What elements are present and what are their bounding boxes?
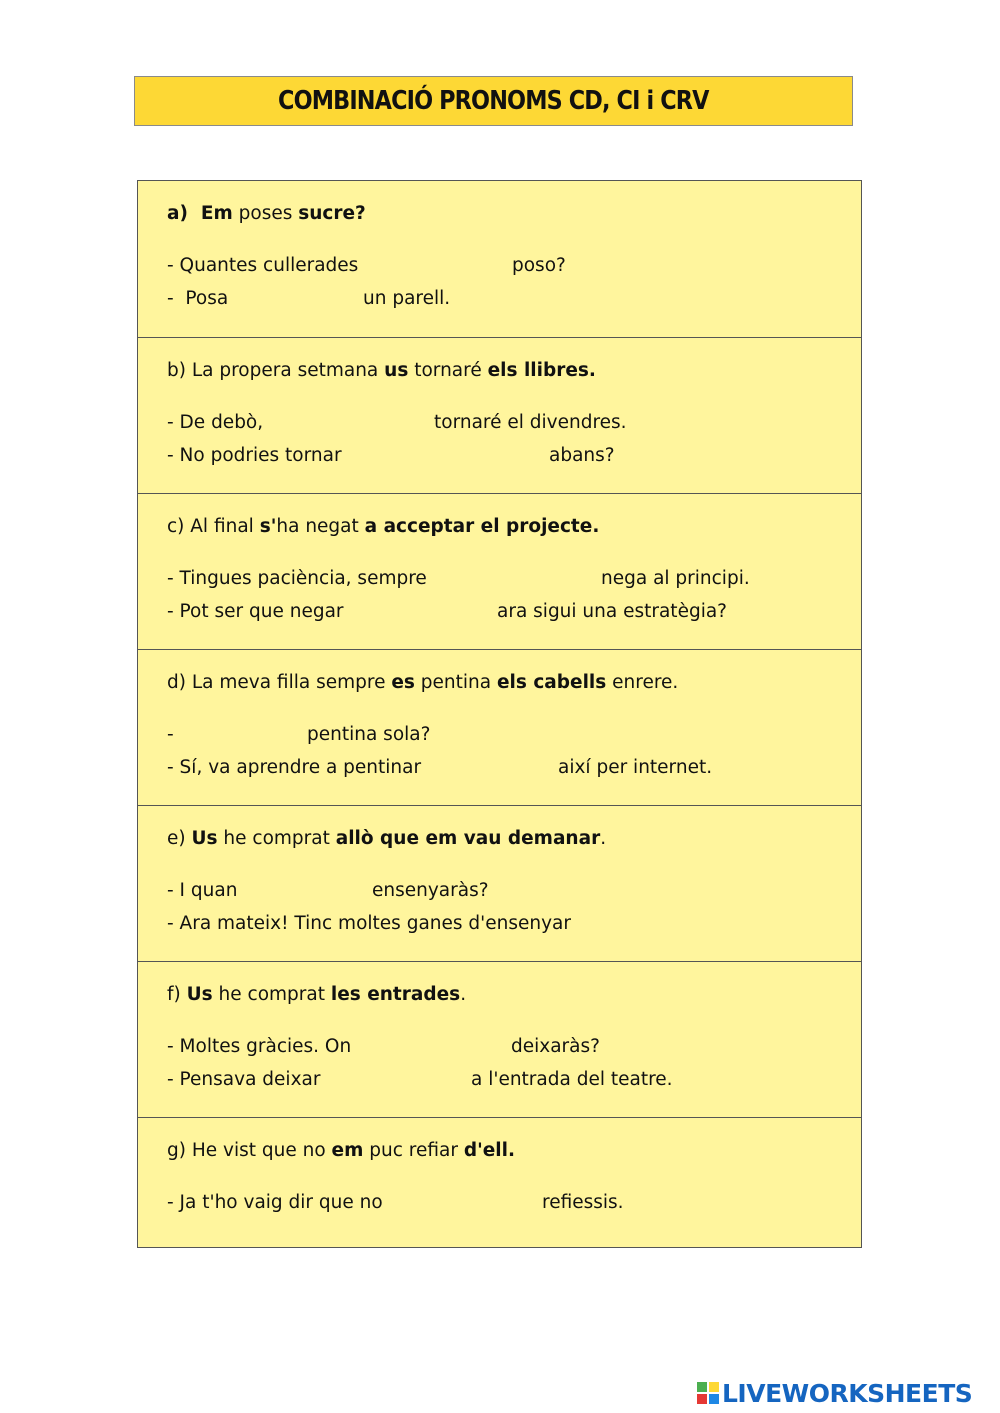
sentence-fragment: tornaré bbox=[408, 360, 488, 381]
exercise-sentence bbox=[167, 360, 596, 382]
exercise-sentence bbox=[167, 516, 599, 538]
exercise-item-f bbox=[138, 961, 861, 1117]
exercise-item-g bbox=[138, 1117, 861, 1247]
sentence-fragment: es bbox=[391, 672, 415, 693]
dialogue-text-before-gap: - Posa bbox=[167, 288, 229, 309]
logo-square bbox=[697, 1394, 707, 1404]
dialogue-line bbox=[167, 880, 847, 902]
sentence-fragment: d'ell. bbox=[463, 1140, 515, 1161]
sentence-fragment: f) bbox=[167, 984, 187, 1005]
exercise-item-b bbox=[138, 337, 861, 493]
sentence-fragment: les entrades bbox=[330, 984, 461, 1005]
dialogue-line bbox=[167, 601, 847, 623]
dialogue-text-after-gap: pentina sola? bbox=[307, 724, 431, 745]
sentence-fragment: a) bbox=[167, 203, 201, 224]
sentence-fragment: b) La propera setmana bbox=[167, 360, 385, 381]
dialogue-text-after-gap: refiessis. bbox=[542, 1192, 624, 1213]
sentence-fragment: a acceptar el projecte. bbox=[364, 516, 600, 537]
sentence-fragment: enrere. bbox=[606, 672, 679, 693]
dialogue-text-after-gap: ara sigui una estratègia? bbox=[497, 601, 727, 622]
worksheet-title-banner bbox=[134, 76, 853, 126]
sentence-fragment: he comprat bbox=[212, 984, 331, 1005]
dialogue-line bbox=[167, 1069, 847, 1091]
dialogue-line bbox=[167, 1036, 847, 1058]
dialogue-line bbox=[167, 255, 847, 277]
exercise-sentence bbox=[167, 203, 366, 225]
sentence-fragment: e) bbox=[167, 828, 192, 849]
sentence-fragment: Em bbox=[200, 203, 233, 224]
dialogue-line bbox=[167, 913, 847, 935]
dialogue-text-before-gap: - Tingues paciència, sempre bbox=[167, 568, 427, 589]
sentence-fragment: us bbox=[384, 360, 409, 381]
sentence-fragment: allò que em vau demanar bbox=[335, 828, 601, 849]
worksheet-title: COMBINACIÓ PRONOMS CD, CI i CRV bbox=[278, 86, 709, 116]
sentence-fragment: Us bbox=[186, 984, 213, 1005]
sentence-fragment: s' bbox=[259, 516, 277, 537]
sentence-fragment: puc refiar bbox=[363, 1140, 464, 1161]
sentence-fragment: he comprat bbox=[217, 828, 336, 849]
liveworksheets-logo-icon bbox=[697, 1382, 719, 1404]
dialogue-line bbox=[167, 568, 847, 590]
dialogue-line bbox=[167, 412, 847, 434]
dialogue-text-before-gap: - Pensava deixar bbox=[167, 1069, 321, 1090]
sentence-fragment: . bbox=[460, 984, 467, 1005]
exercise-table bbox=[137, 180, 862, 1248]
sentence-fragment: poses bbox=[232, 203, 299, 224]
exercise-sentence bbox=[167, 1140, 515, 1162]
exercise-item-d bbox=[138, 649, 861, 805]
dialogue-text-after-gap: així per internet. bbox=[558, 757, 713, 778]
dialogue-line bbox=[167, 724, 847, 746]
dialogue-text-after-gap: un parell. bbox=[363, 288, 451, 309]
dialogue-text-after-gap: poso? bbox=[512, 255, 566, 276]
exercise-sentence bbox=[167, 672, 678, 694]
exercise-sentence bbox=[167, 828, 606, 850]
dialogue-text-before-gap: - De debò, bbox=[167, 412, 264, 433]
dialogue-text-before-gap: - Ara mateix! Tinc moltes ganes d'ensenyar bbox=[167, 913, 571, 934]
sentence-fragment: pentina bbox=[414, 672, 497, 693]
sentence-fragment: c) Al final bbox=[167, 516, 260, 537]
logo-square bbox=[697, 1382, 707, 1392]
dialogue-text-before-gap: - No podries tornar bbox=[167, 445, 342, 466]
dialogue-text-after-gap: abans? bbox=[549, 445, 615, 466]
dialogue-text-after-gap: nega al principi. bbox=[601, 568, 750, 589]
sentence-fragment: sucre? bbox=[298, 203, 366, 224]
dialogue-line bbox=[167, 757, 847, 779]
sentence-fragment: . bbox=[600, 828, 607, 849]
dialogue-text-after-gap: a l'entrada del teatre. bbox=[471, 1069, 673, 1090]
sentence-fragment: d) La meva filla sempre bbox=[167, 672, 392, 693]
logo-square bbox=[709, 1394, 719, 1404]
dialogue-line bbox=[167, 288, 847, 310]
dialogue-text-before-gap: - Pot ser que negar bbox=[167, 601, 344, 622]
dialogue-text-before-gap: - bbox=[167, 724, 174, 745]
liveworksheets-logo-text: LIVEWORKSHEETS bbox=[722, 1378, 973, 1408]
dialogue-line bbox=[167, 1192, 847, 1214]
logo-square bbox=[709, 1382, 719, 1392]
dialogue-text-before-gap: - Quantes cullerades bbox=[167, 255, 359, 276]
dialogue-text-before-gap: - I quan bbox=[167, 880, 238, 901]
dialogue-text-before-gap: - Sí, va aprendre a pentinar bbox=[167, 757, 422, 778]
exercise-item-a bbox=[138, 181, 861, 337]
exercise-item-c bbox=[138, 493, 861, 649]
sentence-fragment: em bbox=[331, 1140, 364, 1161]
exercise-item-e bbox=[138, 805, 861, 961]
sentence-fragment: els llibres. bbox=[487, 360, 596, 381]
dialogue-text-before-gap: - Ja t'ho vaig dir que no bbox=[167, 1192, 383, 1213]
dialogue-text-after-gap: ensenyaràs? bbox=[372, 880, 489, 901]
sentence-fragment: ha negat bbox=[276, 516, 365, 537]
sentence-fragment: Us bbox=[191, 828, 218, 849]
liveworksheets-logo bbox=[697, 1378, 972, 1408]
exercise-sentence bbox=[167, 984, 466, 1006]
sentence-fragment: els cabells bbox=[496, 672, 607, 693]
dialogue-line bbox=[167, 445, 847, 467]
dialogue-text-before-gap: - Moltes gràcies. On bbox=[167, 1036, 352, 1057]
dialogue-text-after-gap: tornaré el divendres. bbox=[434, 412, 627, 433]
sentence-fragment: g) He vist que no bbox=[167, 1140, 332, 1161]
dialogue-text-after-gap: deixaràs? bbox=[511, 1036, 600, 1057]
